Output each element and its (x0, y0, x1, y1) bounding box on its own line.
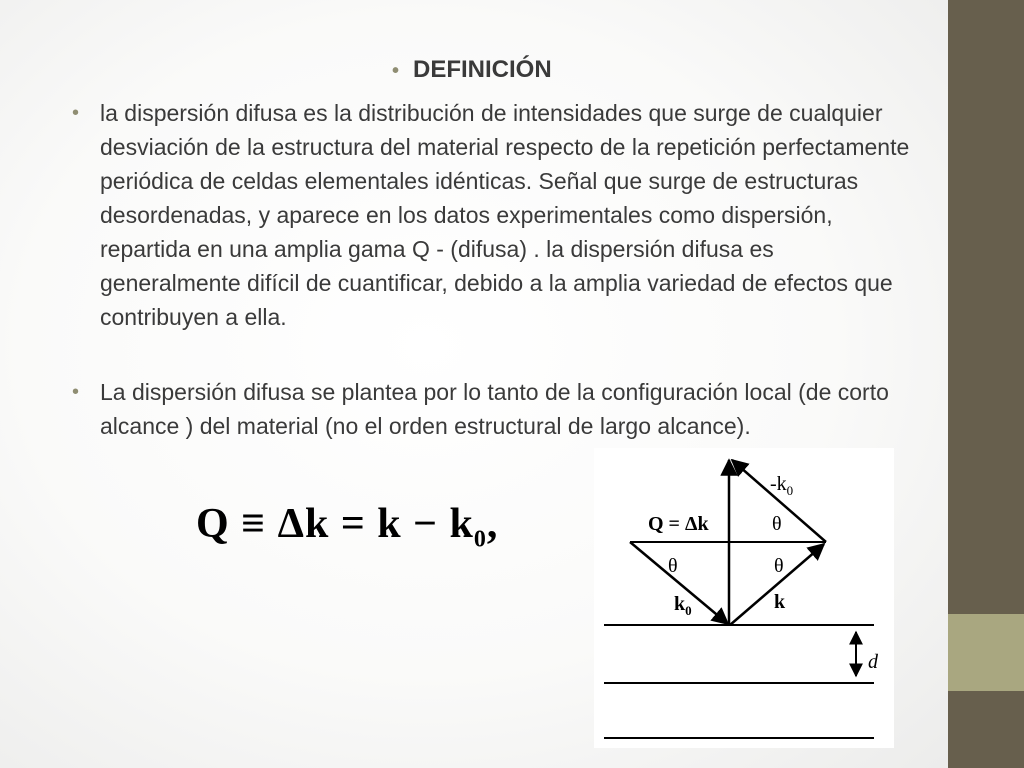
heading-text: DEFINICIÓN (413, 56, 552, 83)
formula-minus: − (413, 501, 439, 547)
formula-k: k (377, 501, 402, 547)
sidebar-accent-block (948, 614, 1024, 691)
formula-q: Q (196, 501, 230, 547)
formula-delta-k: Δk (277, 501, 330, 547)
theta-label-right: θ (774, 555, 784, 577)
neg-k0-label: $-k_0$ (770, 473, 794, 498)
q-delta-k-label: Q = Δk (648, 513, 709, 535)
bullet-dot-icon: • (72, 102, 80, 124)
k0-label: $k_0$ (674, 593, 692, 618)
slide-heading (392, 56, 552, 84)
theta-label-top: θ (772, 513, 782, 535)
formula-comma: , (486, 501, 499, 547)
formula-equals: = (340, 501, 366, 547)
bullet-text: la dispersión difusa es la distribución de intensidades que surge de cualquier desviación de la estructura del material respecto de la repetición perfectamente periódica de celdas elementales idénticas. Señal que surge de estructuras desordenadas, y aparece en los datos experimentales como dispersión, repartida en una amplia gama Q - (difusa) . la dispersión difusa es generalmente difícil de cuantificar, debido a la amplia variedad de efectos que contribuyen a ella. (100, 100, 910, 330)
bullet-dot-icon: • (72, 381, 80, 403)
bullet-definition (72, 96, 912, 334)
formula-k0: $k_0$ (449, 501, 487, 553)
d-label: d (868, 651, 878, 673)
formula-equiv: ≡ (241, 501, 267, 547)
formula-scattering-vector (196, 500, 498, 553)
theta-label-left: θ (668, 555, 678, 577)
scattering-diagram (594, 448, 894, 748)
bullet-dot-icon: • (392, 60, 400, 82)
bullet-text: La dispersión difusa se plantea por lo tanto de la configuración local (de corto alcance ) del material (no el orden estructural de largo alcance). (100, 379, 889, 439)
bullet-local-configuration (72, 375, 912, 443)
k-label: k (774, 591, 786, 613)
